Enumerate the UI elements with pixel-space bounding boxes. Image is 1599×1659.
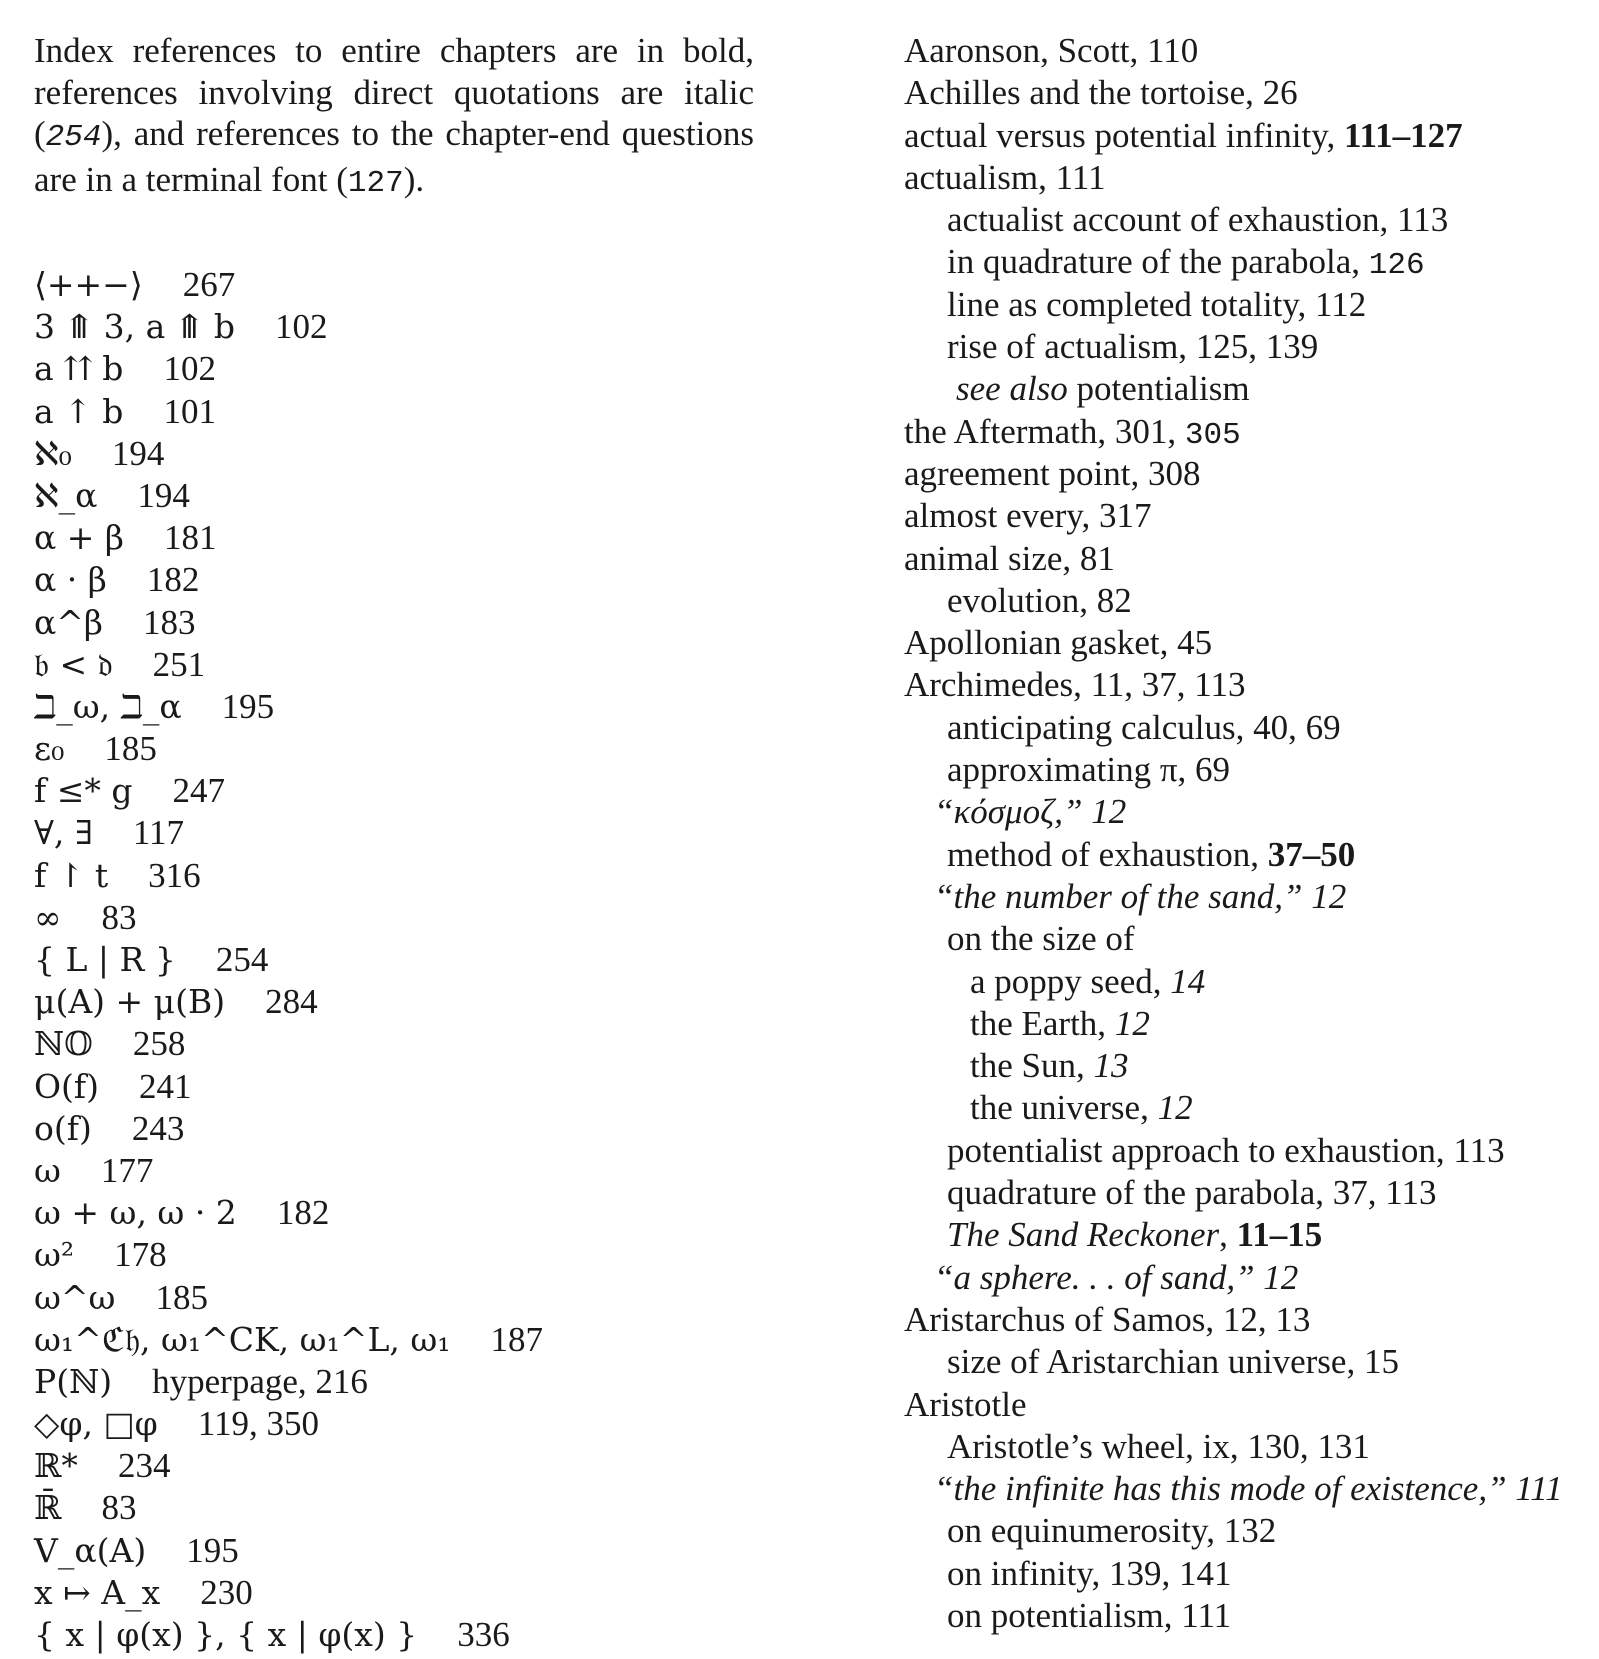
index-entry: almost every, 317: [904, 496, 1152, 536]
symbol-entry: [34, 770, 754, 812]
terminal-font-example: 127: [347, 165, 404, 201]
symbol-notation: ω + ω, ω · 2: [34, 1193, 237, 1233]
symbol-page-refs: 195: [221, 686, 275, 726]
index-subentry: anticipating calculus, 40, 69: [947, 707, 1341, 747]
symbol-notation: { L | R }: [34, 940, 176, 979]
symbol-notation: ℕ𝕆: [34, 1024, 93, 1064]
quotation-subentry: “a sphere. . . of sand,” 12: [934, 1257, 1299, 1297]
symbol-entry: [34, 1234, 754, 1276]
symbol-notation: { x | φ(x) }, { x | φ(x) }: [34, 1615, 418, 1654]
index-subentry: size of Aristarchian universe, 15: [947, 1342, 1399, 1382]
see-also-entry: see also potentialism: [956, 369, 1250, 409]
symbol-index-list: [34, 264, 754, 1656]
symbol-page-refs: 247: [172, 771, 225, 811]
symbol-entry: [34, 348, 754, 390]
symbol-page-refs: 182: [276, 1193, 330, 1233]
right-column: [904, 30, 1594, 1637]
symbol-page-refs: 230: [200, 1572, 253, 1612]
symbol-entry: [34, 602, 754, 644]
index-subentry: method of exhaustion, 37–50: [947, 834, 1356, 874]
symbol-notation: α^β: [34, 602, 104, 642]
symbol-page-refs: 251: [152, 644, 206, 684]
symbol-page-refs: 117: [132, 813, 185, 853]
index-subentry: evolution, 82: [947, 580, 1132, 620]
symbol-notation: a ↑ b: [34, 391, 124, 431]
index-subentry: rise of actualism, 125, 139: [947, 327, 1319, 367]
symbol-page-refs: 102: [275, 307, 328, 347]
symbol-entry: [34, 1361, 754, 1403]
symbol-page-refs: 194: [137, 475, 190, 515]
symbol-page-refs: hyperpage, 216: [152, 1361, 368, 1401]
index-subentry: approximating π, 69: [947, 750, 1231, 790]
index-entry: actual versus potential infinity, 111–127: [904, 115, 1463, 155]
index-subentry: on equinumerosity, 132: [947, 1511, 1277, 1551]
index-subentry: actualist account of exhaustion, 113: [947, 200, 1449, 240]
symbol-page-refs: 187: [490, 1319, 543, 1359]
symbol-page-refs: 185: [155, 1277, 208, 1317]
index-subentry: on potentialism, 111: [947, 1595, 1232, 1635]
symbol-notation: ω: [34, 1150, 61, 1190]
index-subentry: quadrature of the parabola, 37, 113: [947, 1173, 1437, 1213]
symbol-notation: ε₀: [34, 729, 65, 769]
symbol-page-refs: 284: [265, 982, 318, 1022]
quotation-subentry: “the number of the sand,” 12: [934, 876, 1347, 916]
symbol-entry: [34, 897, 754, 939]
symbol-notation: ω₁^ℭ𝔥, ω₁^CK, ω₁^L, ω₁: [34, 1319, 451, 1359]
quotation-subentry: “κόσμοζ,” 12: [934, 792, 1127, 832]
index-entry: Achilles and the tortoise, 26: [904, 73, 1298, 113]
symbol-entry: [34, 1150, 754, 1192]
symbol-notation: x ↦ A_x: [34, 1572, 161, 1612]
symbol-page-refs: 267: [182, 265, 236, 304]
symbol-page-refs: 234: [117, 1446, 171, 1486]
symbol-entry: [34, 475, 754, 517]
symbol-notation: f ≤* g: [34, 771, 133, 811]
index-entry: Apollonian gasket, 45: [904, 623, 1213, 663]
symbol-notation: ℵ₀: [34, 433, 72, 473]
index-subsubentry: the Sun, 13: [970, 1046, 1129, 1086]
symbol-entry: [34, 1023, 754, 1065]
symbol-page-refs: 178: [114, 1235, 167, 1275]
symbol-entry: [34, 264, 754, 306]
symbol-notation: o(f): [34, 1108, 92, 1148]
symbol-page-refs: 243: [131, 1108, 185, 1148]
symbol-entry: [34, 1530, 754, 1572]
index-subentry: Aristotle’s wheel, ix, 130, 131: [947, 1426, 1370, 1466]
symbol-page-refs: 83: [101, 1488, 137, 1528]
symbol-notation: α · β: [34, 560, 107, 600]
index-legend: Index references to entire chapters are in bold, references involving direct quotations are italic (254), and references to the chapter-end questions are in a terminal font (127).: [34, 31, 754, 201]
symbol-entry: [34, 981, 754, 1023]
symbol-page-refs: 195: [186, 1530, 239, 1570]
symbol-entry: [34, 433, 754, 475]
index-entry: animal size, 81: [904, 538, 1115, 578]
symbol-notation: ∞: [34, 897, 62, 937]
symbol-entry: [34, 939, 754, 981]
index-entry: Aristarchus of Samos, 12, 13: [904, 1299, 1311, 1339]
symbol-page-refs: 185: [104, 729, 157, 769]
symbol-page-refs: 119, 350: [197, 1404, 319, 1444]
symbol-page-refs: 183: [143, 602, 196, 642]
symbol-page-refs: 241: [139, 1066, 192, 1106]
symbol-entry: [34, 1066, 754, 1108]
index-subentry: The Sand Reckoner, 11–15: [947, 1215, 1323, 1255]
index-subentry: potentialist approach to exhaustion, 113: [947, 1130, 1505, 1170]
symbol-page-refs: 336: [457, 1615, 510, 1654]
symbol-notation: a ⇈ b: [34, 349, 124, 389]
symbol-entry: [34, 1192, 754, 1234]
symbol-entry: [34, 644, 754, 686]
symbol-page-refs: 316: [148, 855, 201, 895]
symbol-notation: 𝔟 < 𝔡: [34, 644, 113, 684]
symbol-notation: ◇φ, □φ: [34, 1404, 158, 1444]
index-subentry: on infinity, 139, 141: [947, 1553, 1232, 1593]
index-entry: Aristotle: [904, 1384, 1027, 1424]
symbol-page-refs: 102: [163, 349, 216, 389]
symbol-page-refs: 182: [146, 560, 200, 600]
italic-example: 254: [45, 120, 102, 155]
symbol-entry: [34, 855, 754, 897]
symbol-notation: ℶ_ω, ℶ_α: [34, 686, 182, 726]
symbol-entry: [34, 559, 754, 601]
symbol-entry: [34, 1487, 754, 1529]
symbol-entry: [34, 1403, 754, 1445]
symbol-notation: ℵ_α: [34, 475, 98, 515]
index-subentry: in quadrature of the parabola, 126: [947, 242, 1425, 284]
symbol-entry: [34, 1319, 754, 1361]
symbol-page-refs: 101: [163, 391, 216, 431]
index-entry: the Aftermath, 301, 305: [904, 411, 1241, 453]
symbol-notation: ℝ*: [34, 1446, 78, 1486]
left-column: [34, 30, 754, 1656]
symbol-notation: ω^ω: [34, 1277, 116, 1317]
symbol-entry: [34, 812, 754, 854]
quotation-subentry: “the infinite has this mode of existence,” 111: [934, 1469, 1563, 1509]
index-entry: Aaronson, Scott, 110: [904, 31, 1199, 70]
symbol-notation: O(f): [34, 1066, 100, 1106]
symbol-entry: [34, 1108, 754, 1150]
symbol-entry: [34, 1614, 754, 1656]
symbol-page-refs: 258: [132, 1024, 186, 1064]
symbol-page-refs: 194: [111, 433, 165, 473]
index-subsubentry: the universe, 12: [970, 1088, 1193, 1128]
symbol-page-refs: 254: [215, 940, 269, 979]
symbol-notation: μ(A) + μ(B): [34, 982, 226, 1022]
index-subentry: on the size of: [947, 919, 1135, 959]
symbol-entry: [34, 391, 754, 433]
symbol-notation: V_α(A): [34, 1530, 147, 1570]
symbol-page-refs: 177: [100, 1150, 154, 1190]
index-subentry: line as completed totality, 112: [947, 284, 1367, 324]
symbol-entry: [34, 1445, 754, 1487]
symbol-notation: α + β: [34, 518, 124, 558]
index-entry: Archimedes, 11, 37, 113: [904, 665, 1246, 705]
symbol-notation: ℝ̄: [34, 1488, 62, 1528]
symbol-notation: ω²: [34, 1235, 75, 1275]
index-entry: agreement point, 308: [904, 453, 1201, 493]
symbol-entry: [34, 686, 754, 728]
symbol-entry: [34, 517, 754, 559]
index-subsubentry: a poppy seed, 14: [970, 961, 1206, 1001]
symbol-entry: [34, 306, 754, 348]
index-entry: actualism, 111: [904, 157, 1106, 197]
index-subsubentry: the Earth, 12: [970, 1003, 1150, 1043]
symbol-entry: [34, 1572, 754, 1614]
symbol-page-refs: 181: [164, 518, 217, 558]
symbol-notation: 3 ⤊ 3, a ⤊ b: [34, 307, 236, 347]
symbol-notation: ⟨++−⟩: [34, 265, 143, 304]
symbol-notation: ∀, ∃: [34, 813, 93, 853]
symbol-notation: P(ℕ): [34, 1361, 113, 1401]
symbol-page-refs: 83: [101, 897, 137, 937]
symbol-notation: f ↾ t: [34, 855, 109, 895]
symbol-entry: [34, 728, 754, 770]
symbol-entry: [34, 1277, 754, 1319]
